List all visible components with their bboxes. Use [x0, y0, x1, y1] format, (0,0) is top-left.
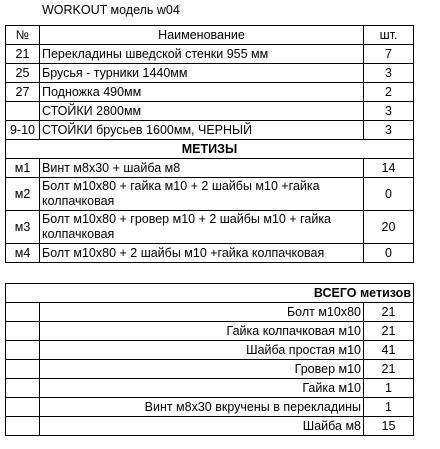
total-qty: 1 — [364, 398, 414, 417]
total-qty: 21 — [364, 303, 414, 322]
total-qty: 15 — [364, 417, 414, 436]
empty-cell — [6, 398, 40, 417]
table-row — [6, 244, 414, 263]
part-name: Брусья - турники 1440мм — [40, 64, 364, 83]
part-qty: 3 — [364, 102, 414, 121]
total-name: Шайба простая м10 — [40, 341, 364, 360]
part-name: Перекладины шведской стенки 955 мм — [40, 45, 364, 64]
part-qty: 3 — [364, 121, 414, 140]
part-no: 27 — [6, 83, 40, 102]
empty-cell — [6, 303, 40, 322]
hardware-name: Болт м10х80 + гровер м10 + 2 шайбы м10 + гайка колпачковая — [40, 211, 364, 244]
empty-cell — [6, 360, 40, 379]
table-row — [6, 379, 414, 398]
header-no: № — [6, 26, 40, 45]
hardware-title-row — [6, 140, 414, 159]
table-row — [6, 303, 414, 322]
hardware-no: м3 — [6, 211, 40, 244]
hardware-no: м4 — [6, 244, 40, 263]
part-no: 21 — [6, 45, 40, 64]
table-row — [6, 360, 414, 379]
table-row — [6, 341, 414, 360]
empty-cell — [6, 322, 40, 341]
hardware-no: м1 — [6, 159, 40, 178]
header-row — [6, 26, 414, 45]
empty-cell — [6, 379, 40, 398]
parts-table — [5, 25, 414, 263]
part-qty: 3 — [364, 64, 414, 83]
total-name: Винт м8х30 вкручены в перекладины — [40, 398, 364, 417]
header-name: Наименование — [40, 26, 364, 45]
hardware-no: м2 — [6, 178, 40, 211]
document-title: WORKOUT модель w04 — [42, 3, 180, 17]
totals-title-row — [6, 284, 414, 303]
table-row — [6, 178, 414, 211]
total-name: Шайба м8 — [40, 417, 364, 436]
total-qty: 21 — [364, 360, 414, 379]
hardware-title: МЕТИЗЫ — [6, 140, 414, 159]
part-no: 25 — [6, 64, 40, 83]
table-row — [6, 64, 414, 83]
table-row — [6, 121, 414, 140]
total-name: Гровер м10 — [40, 360, 364, 379]
total-qty: 41 — [364, 341, 414, 360]
table-row — [6, 83, 414, 102]
total-name: Гайка м10 — [40, 379, 364, 398]
totals-table — [5, 283, 414, 436]
table-row — [6, 417, 414, 436]
total-qty: 21 — [364, 322, 414, 341]
table-row — [6, 322, 414, 341]
hardware-qty: 0 — [364, 178, 414, 211]
part-qty: 2 — [364, 83, 414, 102]
part-no — [6, 102, 40, 121]
total-name: Гайка колпачковая м10 — [40, 322, 364, 341]
totals-title: ВСЕГО метизов — [6, 284, 414, 303]
table-row — [6, 102, 414, 121]
hardware-name: Болт м10х80 + гайка м10 + 2 шайбы м10 +гайка колпачковая — [40, 178, 364, 211]
empty-cell — [6, 417, 40, 436]
hardware-name: Болт м10х80 + 2 шайбы м10 +гайка колпачковая — [40, 244, 364, 263]
total-name: Болт м10х80 — [40, 303, 364, 322]
part-no: 9-10 — [6, 121, 40, 140]
part-qty: 7 — [364, 45, 414, 64]
total-qty: 1 — [364, 379, 414, 398]
hardware-name: Винт м8х30 + шайба м8 — [40, 159, 364, 178]
empty-cell — [6, 341, 40, 360]
header-qty: шт. — [364, 26, 414, 45]
table-row — [6, 398, 414, 417]
part-name: СТОЙКИ 2800мм — [40, 102, 364, 121]
hardware-qty: 14 — [364, 159, 414, 178]
hardware-qty: 0 — [364, 244, 414, 263]
hardware-qty: 20 — [364, 211, 414, 244]
part-name: Подножка 490мм — [40, 83, 364, 102]
table-row — [6, 211, 414, 244]
table-row — [6, 159, 414, 178]
table-row — [6, 45, 414, 64]
part-name: СТОЙКИ брусьев 1600мм, ЧЕРНЫЙ — [40, 121, 364, 140]
